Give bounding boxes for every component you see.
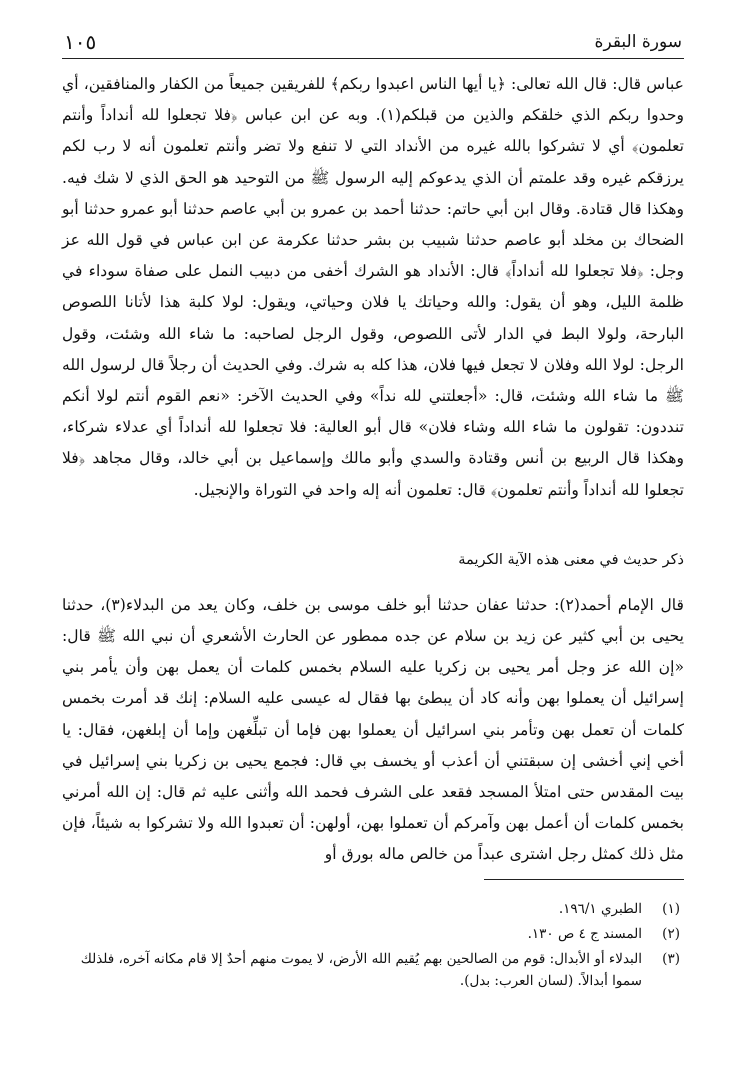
footnote-divider [484, 879, 684, 880]
hadith-paragraph: قال الإمام أحمد(٢): حدثنا عفان حدثنا أبو خلف موسى بن خلف، وكان يعد من البدلاء(٣)، حدثنا يحيى بن أبي كثير عن زيد بن سلام عن جده ممطور عن الحارث الأشعري أن نبي الله ﷺ قال: «إن الله عز وجل أمر يحيى بن زكريا عليه السلام بخمس كلمات أن يعمل بهن وأن يأمر بني إسرائيل أن يعملوا بهن وأنه كاد أن يبطئ بها فقال له عيسى عليه السلام: إنك قد أمرت بخمس كلمات أن تعمل بهن وتأمر بني اسرائيل أن يعملوا بهن فإما أن تبلِّغهن وإما أن إبلغهن، فقال: يا أخي إني أخشى إن سبقتني أن أعذب أو يخسف بي قال: فجمع يحيى بن زكريا بني إسرائيل في بيت المقدس حتى امتلأ المسجد فقعد على الشرف فحمد الله وأثنى عليه ثم قال: إن الله أمرني بخمس كلمات أن أعمل بهن وآمركم أن تعملوا بهن، أولهن: أن تعبدوا الله ولا تشركوا به شيئاً، فإن مثل ذلك كمثل رجل اشترى عبداً من خالص ماله بورق أو [62, 595, 684, 864]
commentary-paragraph: عباس قال: قال الله تعالى: ﴿يا أيها الناس اعبدوا ربكم﴾ للفريقين جميعاً من الكفار والمنافقين، أي وحدوا ربكم الذي خلقكم والذين من قبلكم(١). وبه عن ابن عباس ﴿فلا تجعلوا لله أنداداً وأنتم تعلمون﴾ أي لا تشركوا بالله غيره من الأنداد التي لا تنفع ولا تضر وأنتم تعلمون أنه لا رب لكم يرزقكم غيره وقد علمتم أن الذي يدعوكم إليه الرسول ﷺ من التوحيد هو الحق الذي لا شك فيه. وهكذا قال قتادة. وقال ابن أبي حاتم: حدثنا أحمد بن عمرو بن أبي عاصم حدثنا أبو عمرو حدثنا أبو الضحاك بن مخلد أبو عاصم حدثنا شبيب بن بشر حدثنا عكرمة عن ابن عباس في قول الله عز وجل: ﴿فلا تجعلوا لله أنداداً﴾ قال: الأنداد هو الشرك أخفى من دبيب النمل على صفاة سوداء في ظلمة الليل، وهو أن يقول: والله وحياتك يا فلان وحياتي، ويقول: لولا كلبة هذا لأتانا اللصوص البارحة، ولولا البط في الدار لأتى اللصوص، وقول الرجل لصاحبه: ما شاء الله وشئت، وقول الرجل: لولا الله وفلان لا تجعل فيها فلان، هذا كله به شرك. وفي الحديث أن رجلاً قال لرسول الله ﷺ ما شاء الله وشئت، قال: «أجعلتني لله نداً» وفي الحديث الآخر: «نعم القوم أنتم لولا أنكم تنددون: تقولون ما شاء الله وشاء فلان» قال أبو العالية: فلا تجعلوا لله أنداداً أي عدلاء شركاء، وهكذا قال الربيع بن أنس وقتادة والسدي وأبو مالك وإسماعيل بن أبي خالد، وقال مجاهد ﴿فلا تجعلوا لله أنداداً وأنتم تعلمون﴾ قال: تعلمون أنه إله واحد في التوراة والإنجيل. [62, 75, 685, 499]
main-text [62, 69, 684, 871]
footnote-number: (١) [662, 900, 680, 917]
footnote [62, 923, 684, 945]
footnotes [62, 898, 684, 992]
surah-title: سورة البقرة [594, 32, 682, 52]
footnote-number: (٢) [662, 925, 680, 942]
footnote [62, 898, 684, 920]
footnote-text: الطبري ١٩٦/١. [558, 900, 642, 917]
section-heading: ذكر حديث في معنى هذه الآية الكريمة [458, 551, 684, 568]
page-header [62, 28, 684, 59]
page-number: ١٠٥ [64, 30, 97, 54]
footnote-text: المسند ج ٤ ص ١٣٠. [527, 925, 642, 942]
footnote-number: (٣) [662, 950, 680, 967]
book-page [62, 28, 684, 1068]
footnote-text: البدلاء أو الأبدال: قوم من الصالحين بهم يُقيم الله الأرض، لا يموت منهم أحدٌ إلا قام مكانه آخره، فلذلك سموا أبدالاً. (لسان العرب: بدل). [80, 950, 642, 989]
footnote [62, 948, 684, 992]
